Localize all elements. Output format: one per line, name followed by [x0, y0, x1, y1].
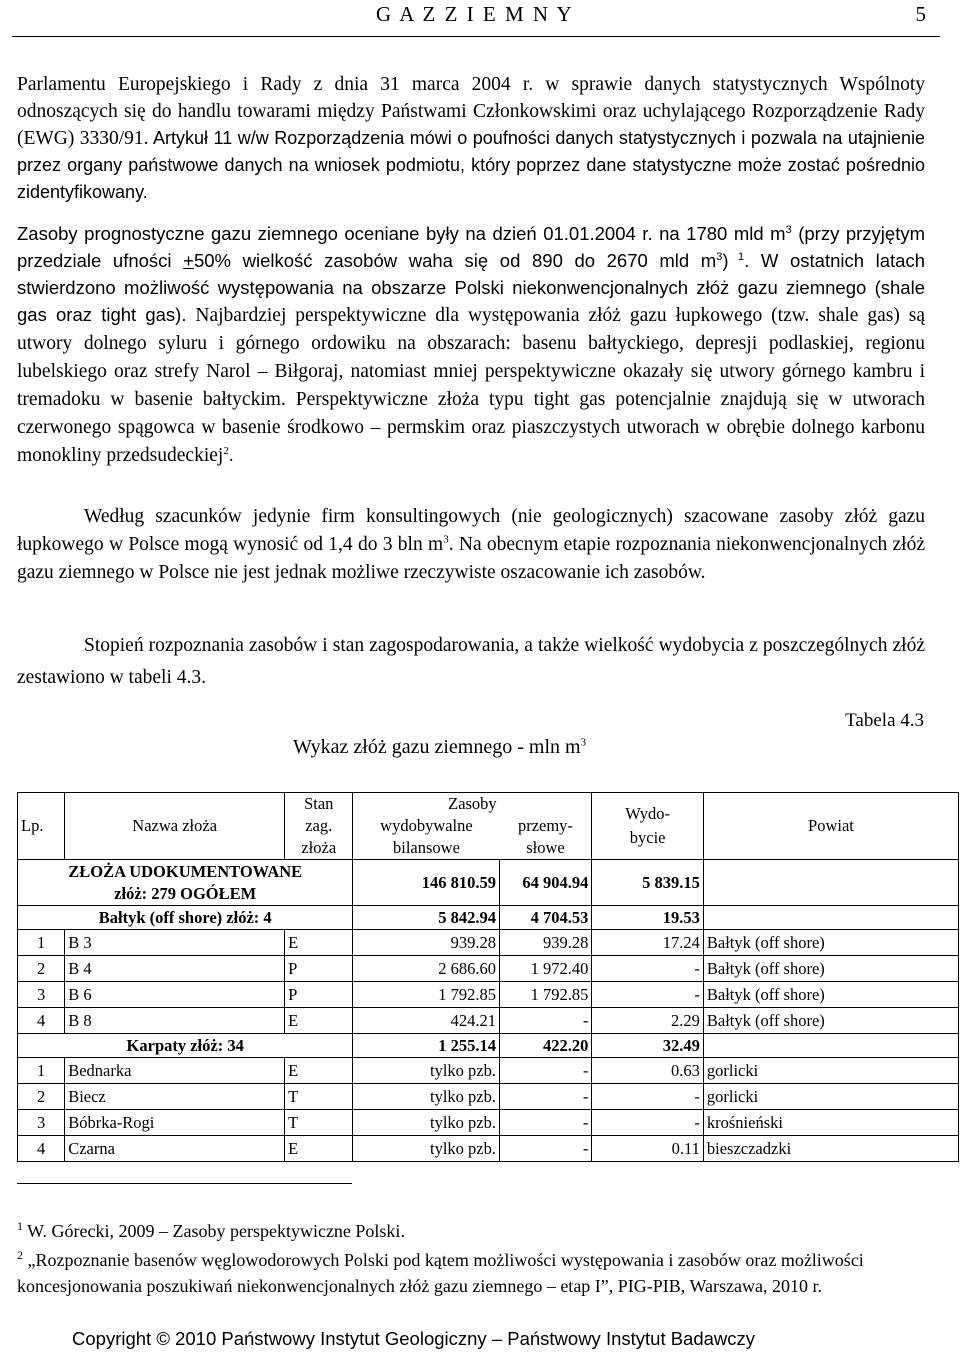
row-wydobycie: - [592, 1110, 703, 1136]
total-label-2: złóż: 279 OGÓŁEM [114, 883, 257, 903]
header-powiat: Powiat [703, 793, 958, 860]
header-lp: Lp. [18, 793, 65, 860]
header-stan-2: zag. [285, 815, 353, 837]
paragraph-3 [17, 503, 925, 587]
row-bilansowe: 2 686.60 [353, 956, 500, 982]
row-stan: E [285, 1058, 353, 1084]
row-name: B 4 [65, 956, 285, 982]
footnote-2-text: „Rozpoznanie basenów węglowodorowych Polski pod kątem możliwości występowania i zasobów oraz możliwości koncesjonowania poszukiwań niekonwencjonalnych złóż gazu ziemnego – etap I”, PIG-PIB, Warszawa, 2010 r. [17, 1250, 864, 1296]
row-lp: 2 [18, 1084, 65, 1110]
row-wydobycie: 2.29 [592, 1008, 703, 1034]
row-lp: 3 [18, 1110, 65, 1136]
row-bilansowe: tylko pzb. [353, 1084, 500, 1110]
row-powiat: bieszczadzki [703, 1136, 958, 1162]
table-label: Tabela 4.3 [845, 710, 924, 731]
row-powiat: gorlicki [703, 1084, 958, 1110]
footnote-2 [17, 1247, 917, 1299]
row-name: Biecz [65, 1084, 285, 1110]
footnote-ref-1[interactable]: 1 [728, 250, 745, 263]
row-powiat: gorlicki [703, 1058, 958, 1084]
row-stan: T [285, 1084, 353, 1110]
row-name: Bóbrka-Rogi [65, 1110, 285, 1136]
row-bilansowe: tylko pzb. [353, 1058, 500, 1084]
group-powiat [703, 906, 958, 930]
row-bilansowe: tylko pzb. [353, 1110, 500, 1136]
table-title-text: Wykaz złóż gazu ziemnego - mln m [293, 736, 581, 758]
row-przemyslowe: 939.28 [500, 930, 592, 956]
row-stan: T [285, 1110, 353, 1136]
deposits-table [17, 792, 959, 1162]
group-wydobycie: 19.53 [592, 906, 703, 930]
row-lp: 3 [18, 982, 65, 1008]
row-wydobycie: - [592, 982, 703, 1008]
row-stan: E [285, 1008, 353, 1034]
paragraph-2-text-c: 50% wielkość zasobów waha się od 890 do 2670 mld m [193, 250, 717, 271]
group-przemyslowe: 422.20 [500, 1034, 592, 1058]
superscript: 3 [443, 533, 449, 546]
header-wydobycie-1: Wydo- [625, 804, 671, 823]
row-bilansowe: 424.21 [353, 1008, 500, 1034]
footnote-1-text: W. Górecki, 2009 – Zasoby perspektywiczne Polski. [23, 1221, 405, 1241]
row-name: Czarna [65, 1136, 285, 1162]
row-przemyslowe: 1 792.85 [500, 982, 592, 1008]
header-przemyslowe-1: przemy- [500, 815, 592, 837]
table-row [18, 956, 959, 982]
row-stan: E [285, 930, 353, 956]
row-stan: P [285, 956, 353, 982]
footnote-1 [17, 1218, 917, 1244]
row-wydobycie: 0.63 [592, 1058, 703, 1084]
table-row [18, 1084, 959, 1110]
row-name: B 8 [65, 1008, 285, 1034]
row-wydobycie: 17.24 [592, 930, 703, 956]
table-row [18, 1008, 959, 1034]
table-row [18, 930, 959, 956]
table-row [18, 1136, 959, 1162]
row-przemyslowe: 1 972.40 [500, 956, 592, 982]
row-wydobycie: - [592, 1084, 703, 1110]
row-bilansowe: tylko pzb. [353, 1136, 500, 1162]
group-bilansowe: 5 842.94 [353, 906, 500, 930]
group-bilansowe: 1 255.14 [353, 1034, 500, 1058]
group-przemyslowe: 4 704.53 [500, 906, 592, 930]
row-lp: 4 [18, 1136, 65, 1162]
paragraph-3-text-b: . Na obecnym etapie rozpoznania niekonwencjonalnych złóż gazu ziemnego w Polsce nie jest jednak możliwe rzeczywiste oszacowanie ich zasobów. [17, 534, 925, 583]
total-przemyslowe: 64 904.94 [500, 860, 592, 906]
row-stan: P [285, 982, 353, 1008]
total-powiat [703, 860, 958, 906]
row-przemyslowe: - [500, 1136, 592, 1162]
header-rule [12, 36, 940, 37]
page-header [0, 0, 960, 40]
row-bilansowe: 1 792.85 [353, 982, 500, 1008]
row-name: B 3 [65, 930, 285, 956]
footnote-rule [17, 1183, 352, 1184]
row-powiat: Bałtyk (off shore) [703, 1008, 958, 1034]
group-row-baltyk [18, 906, 959, 930]
row-lp: 1 [18, 1058, 65, 1084]
paragraph-3-text-a: Według szacunków jedynie firm konsultingowych (nie geologicznych) szacowane zasoby złóż gazu łupkowego w Polsce mogą wynosić od 1,4 do 3 bln m [17, 506, 925, 555]
paragraph-2-text-d: ) [722, 250, 729, 271]
header-wydobycie [592, 793, 703, 860]
row-przemyslowe: - [500, 1008, 592, 1034]
header-stan-1: Stan [285, 793, 353, 816]
row-lp: 1 [18, 930, 65, 956]
row-przemyslowe: - [500, 1058, 592, 1084]
row-bilansowe: 939.28 [353, 930, 500, 956]
paragraph-1-text-a: Parlamentu Europejskiego i Rady z dnia 31 marca 2004 r. w sprawie danych statystycznych Wspólnoty odnoszących się do handlu towarami między Państwami Członkowskimi oraz uchylającego Rozporządzenie Rady (EWG) 3330/91. [17, 74, 925, 149]
paragraph-1 [17, 71, 925, 206]
group-wydobycie: 32.49 [592, 1034, 703, 1058]
row-przemyslowe: - [500, 1084, 592, 1110]
total-bilansowe: 146 810.59 [353, 860, 500, 906]
paragraph-2-text-g: . [228, 446, 234, 466]
paragraph-2-text-a: Zasoby prognostyczne gazu ziemnego oceniane były na dzień 01.01.2004 r. na 1780 mld m [17, 223, 786, 244]
header-stan-3: złoża [285, 837, 353, 860]
header-zasoby: Zasoby [353, 793, 592, 816]
superscript: 3 [785, 223, 792, 236]
table-row [18, 1110, 959, 1136]
page-number: 5 [915, 2, 926, 26]
header-wydobywalne-2: bilansowe [353, 837, 500, 860]
footnote-number: 1 [17, 1219, 23, 1233]
table-title [293, 736, 586, 759]
row-name: Bednarka [65, 1058, 285, 1084]
plus-minus-sign: + [183, 250, 194, 271]
paragraph-1-text-b: Artykuł 11 w/w Rozporządzenia mówi o poufności danych statystycznych i pozwala na utajnienie przez organy państwowe danych na wniosek podmiotu, który poprzez dane statystyczne może zostać pośrednio zidentyfikowany. [17, 128, 925, 202]
row-powiat: Bałtyk (off shore) [703, 982, 958, 1008]
group-label: Bałtyk (off shore) złóż: 4 [18, 906, 353, 930]
group-powiat [703, 1034, 958, 1058]
header-wydobywalne-1: wydobywalne [353, 815, 500, 837]
header-przemyslowe-2: słowe [500, 837, 592, 860]
total-label [18, 860, 353, 906]
footnote-number: 2 [17, 1248, 23, 1262]
row-stan: E [285, 1136, 353, 1162]
paragraph-4: Stopień rozpoznania zasobów i stan zagospodarowania, a także wielkość wydobycia z poszczególnych złóż zestawiono w tabeli 4.3. [17, 635, 925, 688]
row-name: B 6 [65, 982, 285, 1008]
table-row [18, 1058, 959, 1084]
row-wydobycie: - [592, 956, 703, 982]
table-header-row [18, 793, 959, 816]
row-powiat: Bałtyk (off shore) [703, 956, 958, 982]
paragraph-2-text-e: . W ostatnich latach stwierdzono możliwość występowania na obszarze Polski niekonwencjonalnych złóż gazu ziemnego (shale gas oraz tight gas). [17, 250, 925, 325]
table-row [18, 982, 959, 1008]
group-label: Karpaty złóż: 34 [18, 1034, 353, 1058]
row-lp: 2 [18, 956, 65, 982]
row-przemyslowe: - [500, 1110, 592, 1136]
total-row [18, 860, 959, 906]
header-name: Nazwa złoża [65, 793, 285, 860]
row-wydobycie: 0.11 [592, 1136, 703, 1162]
paragraph-2 [17, 220, 925, 470]
paragraph-2-text-f: Najbardziej perspektywiczne dla występowania złóż gazu łupkowego (tzw. shale gas) są utwory dolnego syluru i górnego ordowiku na obszarach: basenu bałtyckiego, depresji podlaskiej, regionu lubelskiego oraz strefy Narol – Biłgoraj, natomiast mniej perspektywiczne okazały się utwory górnego kambru i tremadoku w basenie bałtyckim. Perspektywiczne złoża typu tight gas potencjalnie znajdują się w utworach czerwonego spągowca w basenie środkowo – permskim oraz piaszczystych utworach w obrębie dolnego karbonu monokliny przedsudeckiej [17, 305, 925, 466]
row-powiat: krośnieński [703, 1110, 958, 1136]
superscript: 3 [716, 250, 723, 263]
header-wydobycie-2: bycie [629, 828, 666, 847]
total-label-1: ZŁOŻA UDOKUMENTOWANE [68, 861, 303, 881]
header-title: G A Z Z I E M N Y [376, 2, 574, 26]
paragraph-2-text-b: (przy przyjętym przedziale ufności [17, 223, 925, 271]
copyright: Copyright © 2010 Państwowy Instytut Geologiczny – Państwowy Instytut Badawczy [72, 1328, 756, 1349]
group-row-karpaty [18, 1034, 959, 1058]
row-lp: 4 [18, 1008, 65, 1034]
row-powiat: Bałtyk (off shore) [703, 930, 958, 956]
footnote-ref-2[interactable]: 2 [223, 444, 229, 457]
superscript: 3 [580, 736, 587, 749]
total-wydobycie: 5 839.15 [592, 860, 703, 906]
